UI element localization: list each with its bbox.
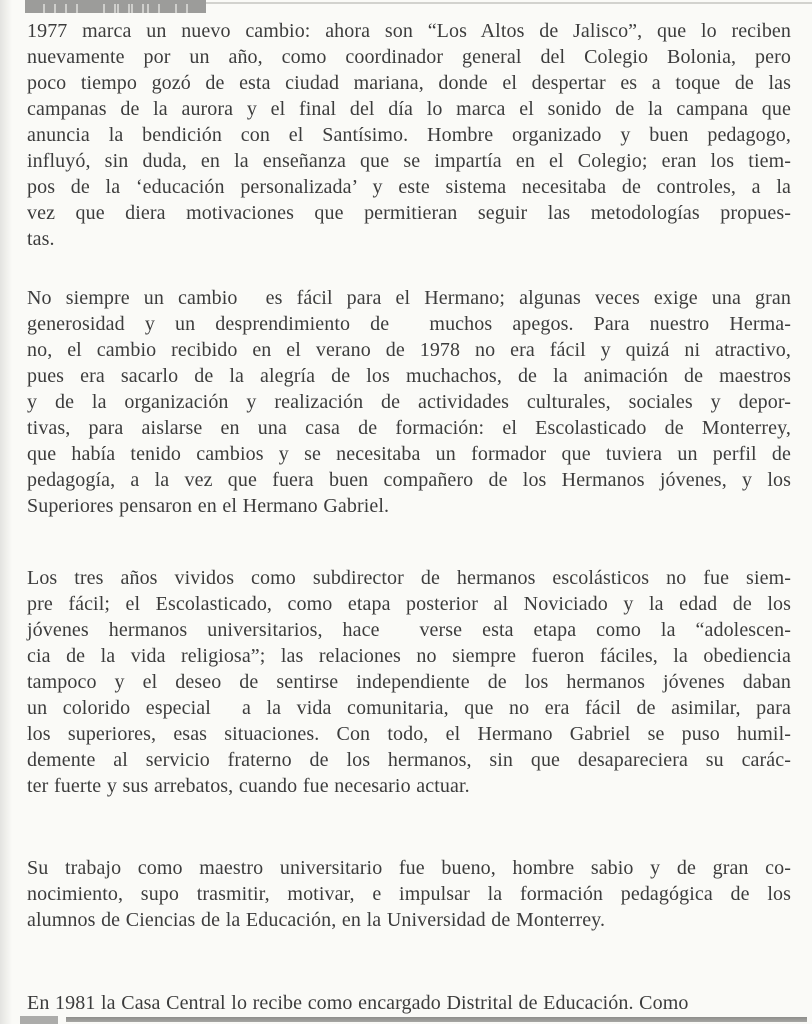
text-line: ter fuerte y sus arrebatos, cuando fue necesario actuar. xyxy=(27,775,470,797)
scan-edge-shadow xyxy=(0,0,12,1024)
text-line: demente al servicio fraterno de los hermanos, sin que desapareciera su carác- xyxy=(27,749,791,771)
text-line: vez que diera motivaciones que permitieran seguir las metodologías propues- xyxy=(27,202,791,224)
text-line: cia de la vida religiosa”; las relaciones no siempre fueron fáciles, la obediencia xyxy=(27,645,791,667)
text-line: no, el cambio recibido en el verano de 1978 no era fácil y quizá ni atractivo, xyxy=(27,339,791,361)
text-line: pre fácil; el Escolasticado, como etapa posterior al Noviciado y la edad de los xyxy=(27,593,791,615)
text-line: los superiores, esas situaciones. Con todo, el Hermano Gabriel se puso humil- xyxy=(27,723,791,745)
text-line: En 1981 la Casa Central lo recibe como encargado Distrital de Educación. Como xyxy=(27,992,689,1014)
text-line: Los tres años vividos como subdirector de hermanos escolásticos no fue siem- xyxy=(27,567,791,589)
header-band-marks xyxy=(43,4,56,13)
text-line: que había tenido cambios y se necesitaba un formador que tuviera un perfil de xyxy=(27,443,791,465)
text-line: generosidad y un desprendimiento de muchos apegos. Para nuestro Herma- xyxy=(27,313,791,335)
header-band-marks xyxy=(147,4,160,13)
text-line: un colorido especial a la vida comunitaria, que no era fácil de asimilar, para xyxy=(27,697,791,719)
text-line: alumnos de Ciencias de la Educación, en la Universidad de Monterrey. xyxy=(27,909,606,931)
paragraph xyxy=(27,18,791,252)
text-line: influyó, sin duda, en la enseñanza que se impartía en el Colegio; eran los tiem- xyxy=(27,150,791,172)
footer-page-number-block xyxy=(20,1016,58,1024)
footer-rule xyxy=(66,1017,807,1022)
text-line: Su trabajo como maestro universitario fue bueno, hombre sabio y de gran co- xyxy=(27,857,791,879)
text-line: Superiores pensaron en el Hermano Gabriel. xyxy=(27,495,390,517)
header-band xyxy=(25,0,206,13)
paragraph xyxy=(27,285,791,519)
text-line: poco tiempo gozó de esta ciudad mariana, donde el despertar es a toque de las xyxy=(27,72,791,94)
paragraph xyxy=(27,565,791,799)
text-line: pues era sacarlo de la alegría de los muchachos, de la animación de maestros xyxy=(27,365,791,387)
text-line: No siempre un cambio es fácil para el Hermano; algunas veces exige una gran xyxy=(27,287,791,309)
paragraph xyxy=(27,990,791,1016)
text-line: tivas, para aislarse en una casa de formación: el Escolasticado de Monterrey, xyxy=(27,417,791,439)
header-band-marks xyxy=(131,4,144,13)
text-line: nuevamente por un año, como coordinador general del Colegio Bolonia, pero xyxy=(27,46,791,68)
text-line: pos de la ‘educación personalizada’ y este sistema necesitaba de controles, a la xyxy=(27,176,791,198)
text-line: campanas de la aurora y el final del día lo marca el sonido de la campana que xyxy=(27,98,791,120)
header-band-marks xyxy=(175,4,188,13)
text-line: jóvenes hermanos universitarios, hace verse esta etapa como la “adolescen- xyxy=(27,619,791,641)
text-line: 1977 marca un nuevo cambio: ahora son “Los Altos de Jalisco”, que lo reciben xyxy=(27,20,791,42)
text-line: tas. xyxy=(27,228,55,250)
text-line: y de la organización y realización de actividades culturales, sociales y depor- xyxy=(27,391,791,413)
header-band-marks xyxy=(103,4,116,13)
header-band-marks xyxy=(117,4,130,13)
text-line: pedagogía, a la vez que fuera buen compañero de los Hermanos jóvenes, y los xyxy=(27,469,791,491)
header-band-marks xyxy=(65,4,78,13)
text-line: nocimiento, supo trasmitir, motivar, e impulsar la formación pedagógica de los xyxy=(27,883,791,905)
text-line: tampoco y el deseo de sentirse independiente de los hermanos jóvenes daban xyxy=(27,671,791,693)
page-body xyxy=(27,18,791,1016)
text-line: anuncia la bendición con el Santísimo. Hombre organizado y buen pedagogo, xyxy=(27,124,791,146)
header-rule xyxy=(206,2,812,4)
paragraph xyxy=(27,855,791,933)
